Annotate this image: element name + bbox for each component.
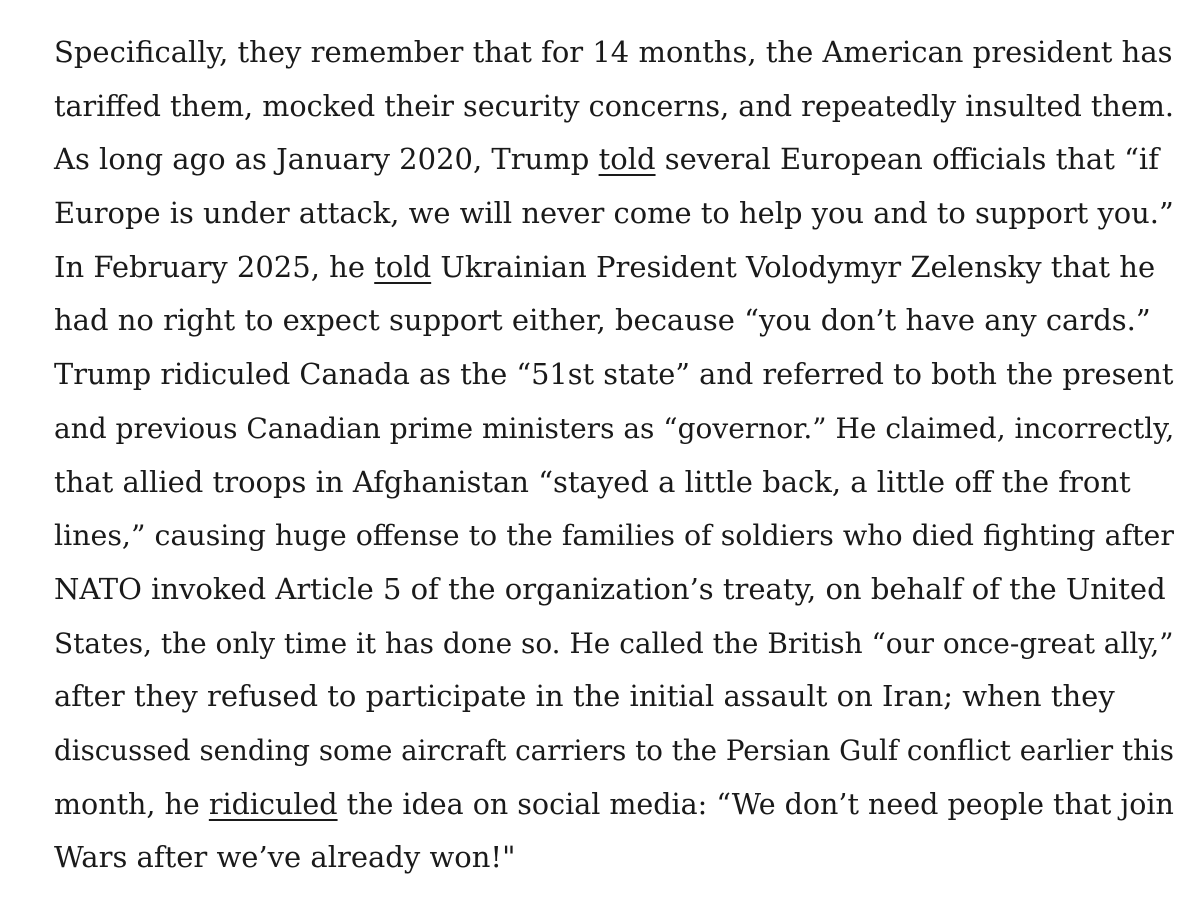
article-paragraph [54,26,1174,885]
paragraph-line: after they refused to participate in the initial assault on Iran; when they [54,679,1115,714]
paragraph-line: had no right to expect support either, because “you don’t have any cards.” [54,303,1151,338]
told-link-february-2025[interactable]: told [374,249,432,284]
ridiculed-link[interactable]: ridiculed [208,787,338,821]
text-segment: month, he [54,787,209,821]
paragraph-line [54,133,1174,187]
paragraph-line [54,241,1174,295]
paragraph-line: Europe is under attack, we will never come to help you and to support you.” [54,196,1174,231]
paragraph-line: Wars after we’ve already won!" [54,840,516,875]
paragraph-line: discussed sending some aircraft carriers to the Persian Gulf conflict earlier this [54,733,1174,767]
text-segment: In February 2025, he [54,249,375,284]
paragraph-line: lines,” causing huge offense to the families of soldiers who died fighting after [54,519,1174,553]
paragraph-line: States, the only time it has done so. He called the British “our once-great ally,” [54,626,1174,660]
paragraph-line: that allied troops in Afghanistan “stayed a little back, a little off the front [54,464,1131,499]
told-link-january-2020[interactable]: told [598,142,656,177]
paragraph-line: and previous Canadian prime ministers as “governor.” He claimed, incorrectly, [54,411,1175,445]
text-segment: As long ago as January 2020, Trump [54,142,599,177]
paragraph-line: Specifically, they remember that for 14 months, the American president has [54,35,1173,69]
paragraph-line: NATO invoked Article 5 of the organization’s treaty, on behalf of the United [54,571,1166,606]
paragraph-line: Trump ridiculed Canada as the “51st state” and referred to both the present [54,357,1174,392]
text-segment: several European officials that “if [655,142,1159,177]
text-segment: the idea on social media: “We don’t need people that join [337,787,1174,821]
paragraph-line [54,778,1174,832]
paragraph-line: tariffed them, mocked their security concerns, and repeatedly insulted them. [54,88,1174,123]
text-segment: Ukrainian President Volodymyr Zelensky that he [431,249,1156,284]
